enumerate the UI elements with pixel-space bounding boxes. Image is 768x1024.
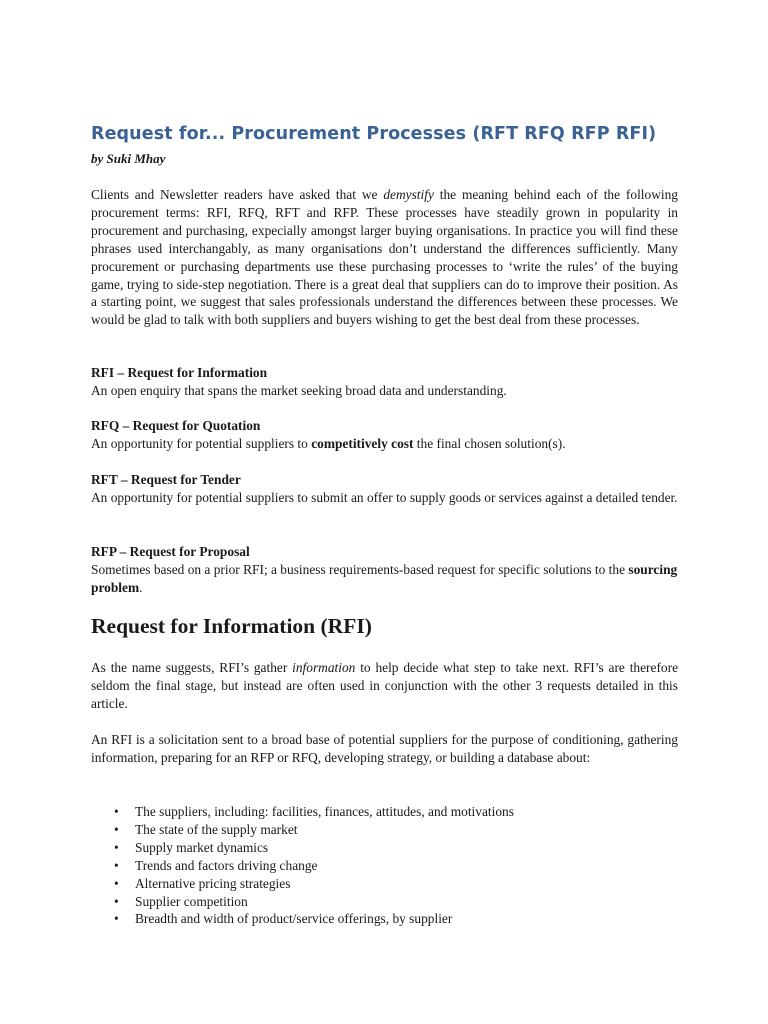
definition-rfp [91, 543, 678, 597]
bullet-icon: • [114, 857, 119, 873]
bullet-icon: • [114, 821, 119, 837]
intro-emphasis: demystify [383, 187, 434, 202]
intro-paragraph [91, 186, 678, 329]
article-title: Request for... Procurement Processes (RFT RFQ RFP RFI) [91, 124, 657, 144]
paragraph-text-part: As the name suggests, RFI’s gather [91, 660, 293, 675]
list-item [91, 803, 678, 821]
bullet-icon: • [114, 893, 119, 909]
list-item [91, 910, 678, 928]
author-byline: by Suki Mhay [91, 151, 166, 166]
bullet-icon: • [114, 804, 119, 819]
definition-text [91, 435, 678, 453]
intro-text-1: Clients and Newsletter readers have asked that we [91, 187, 384, 202]
definition-text-part: . [139, 580, 143, 595]
definition-bold-term: sourcing problem [91, 562, 678, 595]
bullet-list [91, 803, 678, 928]
bullet-icon: • [114, 839, 119, 855]
bullet-icon: • [114, 911, 119, 927]
definition-heading: RFQ – Request for Quotation [91, 418, 261, 433]
section-heading: Request for Information (RFI) [91, 614, 372, 638]
list-item-text: The suppliers, including: facilities, finances, attitudes, and motivations [135, 804, 514, 819]
bullet-icon: • [114, 875, 119, 891]
definition-text-part: Sometimes based on a prior RFI; a business requirements-based request for specific solutions to the [91, 562, 629, 577]
definition-rfq [91, 417, 678, 453]
definition-text: An opportunity for potential suppliers to submit an offer to supply goods or services against a detailed tender. [91, 490, 678, 505]
definition-heading: RFI – Request for Information [91, 365, 268, 380]
paragraph-emphasis: information [292, 660, 356, 675]
list-item-text: The state of the supply market [135, 821, 298, 837]
definition-text: An open enquiry that spans the market seeking broad data and understanding. [91, 383, 507, 398]
definition-text [91, 561, 678, 597]
definition-rft [91, 471, 678, 507]
list-item [91, 839, 678, 857]
list-item-text: Supplier competition [135, 893, 248, 909]
definition-heading: RFP – Request for Proposal [91, 544, 250, 559]
definition-bold-term: competitively cost [311, 436, 414, 451]
list-item-text: Alternative pricing strategies [135, 875, 291, 891]
list-item [91, 857, 678, 875]
definition-text-part: An opportunity for potential suppliers to [91, 436, 312, 451]
list-item-text: Breadth and width of product/service offerings, by supplier [135, 911, 453, 927]
list-item [91, 893, 678, 911]
definition-text-part: the final chosen solution(s). [413, 436, 566, 451]
paragraph-text-part: to help decide what step to take next. RFI’s are therefore seldom the final stage, but instead are often used in conjunction with the other 3 requests detailed in this article. [91, 660, 679, 711]
list-item-text: Trends and factors driving change [135, 857, 318, 873]
definition-heading: RFT – Request for Tender [91, 472, 241, 487]
definition-rfi [91, 364, 678, 400]
section-paragraph-1 [91, 659, 678, 713]
list-item-text: Supply market dynamics [135, 839, 269, 855]
intro-text-2: the meaning behind each of the following procurement terms: RFI, RFQ, RFT and RFP. These processes have steadily grown in popularity in procurement and purchasing, expecially amongst larger buying organisations. In practice you will find these phrases used interchangably, as many organisations don’t understand the differences sufficiently. Many procurement or purchasing departments use these purchasing processes to ‘write the rules’ of the buying game, trying to side-step negotiation. There is a great deal that suppliers can do to improve their position. As a starting point, we suggest that sales professionals understand the differences between these processes. We would be glad to talk with both suppliers and buyers wishing to get the best deal from these processes. [91, 187, 678, 328]
section-paragraph-2: An RFI is a solicitation sent to a broad base of potential suppliers for the purpose of conditioning, gathering information, preparing for an RFP or RFQ, developing strategy, or building a database about: [91, 732, 678, 765]
list-item [91, 875, 678, 893]
list-item [91, 821, 678, 839]
